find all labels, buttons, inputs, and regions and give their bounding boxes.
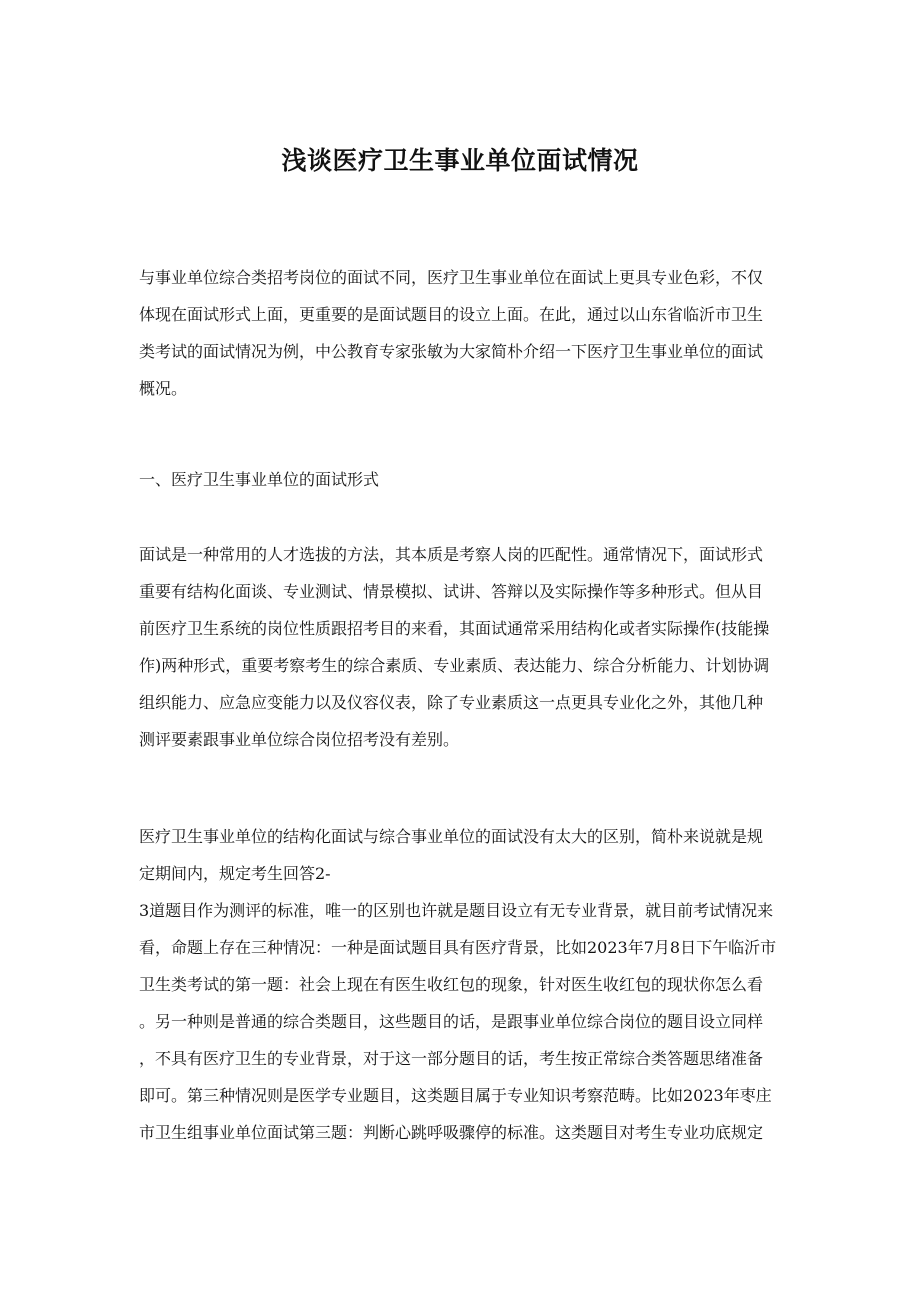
text-line: 概况。 bbox=[139, 379, 188, 398]
text-line: 面试是一种常用的人才选拔的方法，其本质是考察人岗的匹配性。通常情况下，面试形式 bbox=[139, 545, 764, 564]
text-line: 定期间内，规定考生回答2- bbox=[139, 864, 331, 883]
text-line: 前医疗卫生系统的岗位性质跟招考目的来看，其面试通常采用结构化或者实际操作(技能操 bbox=[139, 619, 770, 638]
text-line: 作)两种形式，重要考察考生的综合素质、专业素质、表达能力、综合分析能力、计划协调 bbox=[139, 656, 770, 675]
text-line: 一、医疗卫生事业单位的面试形式 bbox=[139, 470, 380, 489]
text-line: ，不具有医疗卫生的专业背景，对于这一部分题目的话，考生按正常综合类答题思绪准备 bbox=[139, 1049, 764, 1068]
text-line: 类考试的面试情况为例，中公教育专家张敏为大家简朴介绍一下医疗卫生事业单位的面试 bbox=[139, 342, 764, 361]
text-line: 重要有结构化面谈、专业测试、情景模拟、试讲、答辩以及实际操作等多种形式。但从目 bbox=[139, 582, 764, 601]
text-line: 体现在面试形式上面，更重要的是面试题目的设立上面。在此，通过以山东省临沂市卫生 bbox=[139, 305, 764, 324]
text-line: 看，命题上存在三种情况：一种是面试题目具有医疗背景，比如2023年7月8日下午临沂市 bbox=[139, 938, 777, 957]
text-line: 3道题目作为测评的标准，唯一的区别也许就是题目设立有无专业背景，就目前考试情况来 bbox=[139, 901, 774, 920]
text-line: 医疗卫生事业单位的结构化面试与综合事业单位的面试没有太大的区别，简朴来说就是规 bbox=[139, 827, 764, 846]
text-line: 即可。第三种情况则是医学专业题目，这类题目属于专业知识考察范畴。比如2023年枣庄 bbox=[139, 1086, 772, 1105]
interview-format-paragraph bbox=[139, 536, 784, 758]
intro-paragraph bbox=[139, 259, 784, 407]
section-heading bbox=[139, 461, 784, 498]
document-title: 浅谈医疗卫生事业单位面试情况 bbox=[281, 146, 639, 175]
structured-interview-paragraph bbox=[139, 818, 784, 1151]
text-line: 与事业单位综合类招考岗位的面试不同，医疗卫生事业单位在面试上更具专业色彩，不仅 bbox=[139, 268, 764, 287]
text-line: 测评要素跟事业单位综合岗位招考没有差别。 bbox=[139, 730, 460, 749]
text-line: 市卫生组事业单位面试第三题：判断心跳呼吸骤停的标准。这类题目对考生专业功底规定 bbox=[139, 1123, 764, 1142]
text-line: 组织能力、应急应变能力以及仪容仪表，除了专业素质这一点更具专业化之外，其他几种 bbox=[139, 693, 764, 712]
text-line: 。另一种则是普通的综合类题目，这些题目的话，是跟事业单位综合岗位的题目设立同样 bbox=[139, 1012, 764, 1031]
text-line: 卫生类考试的第一题：社会上现在有医生收红包的现象，针对医生收红包的现状你怎么看 bbox=[139, 975, 764, 994]
